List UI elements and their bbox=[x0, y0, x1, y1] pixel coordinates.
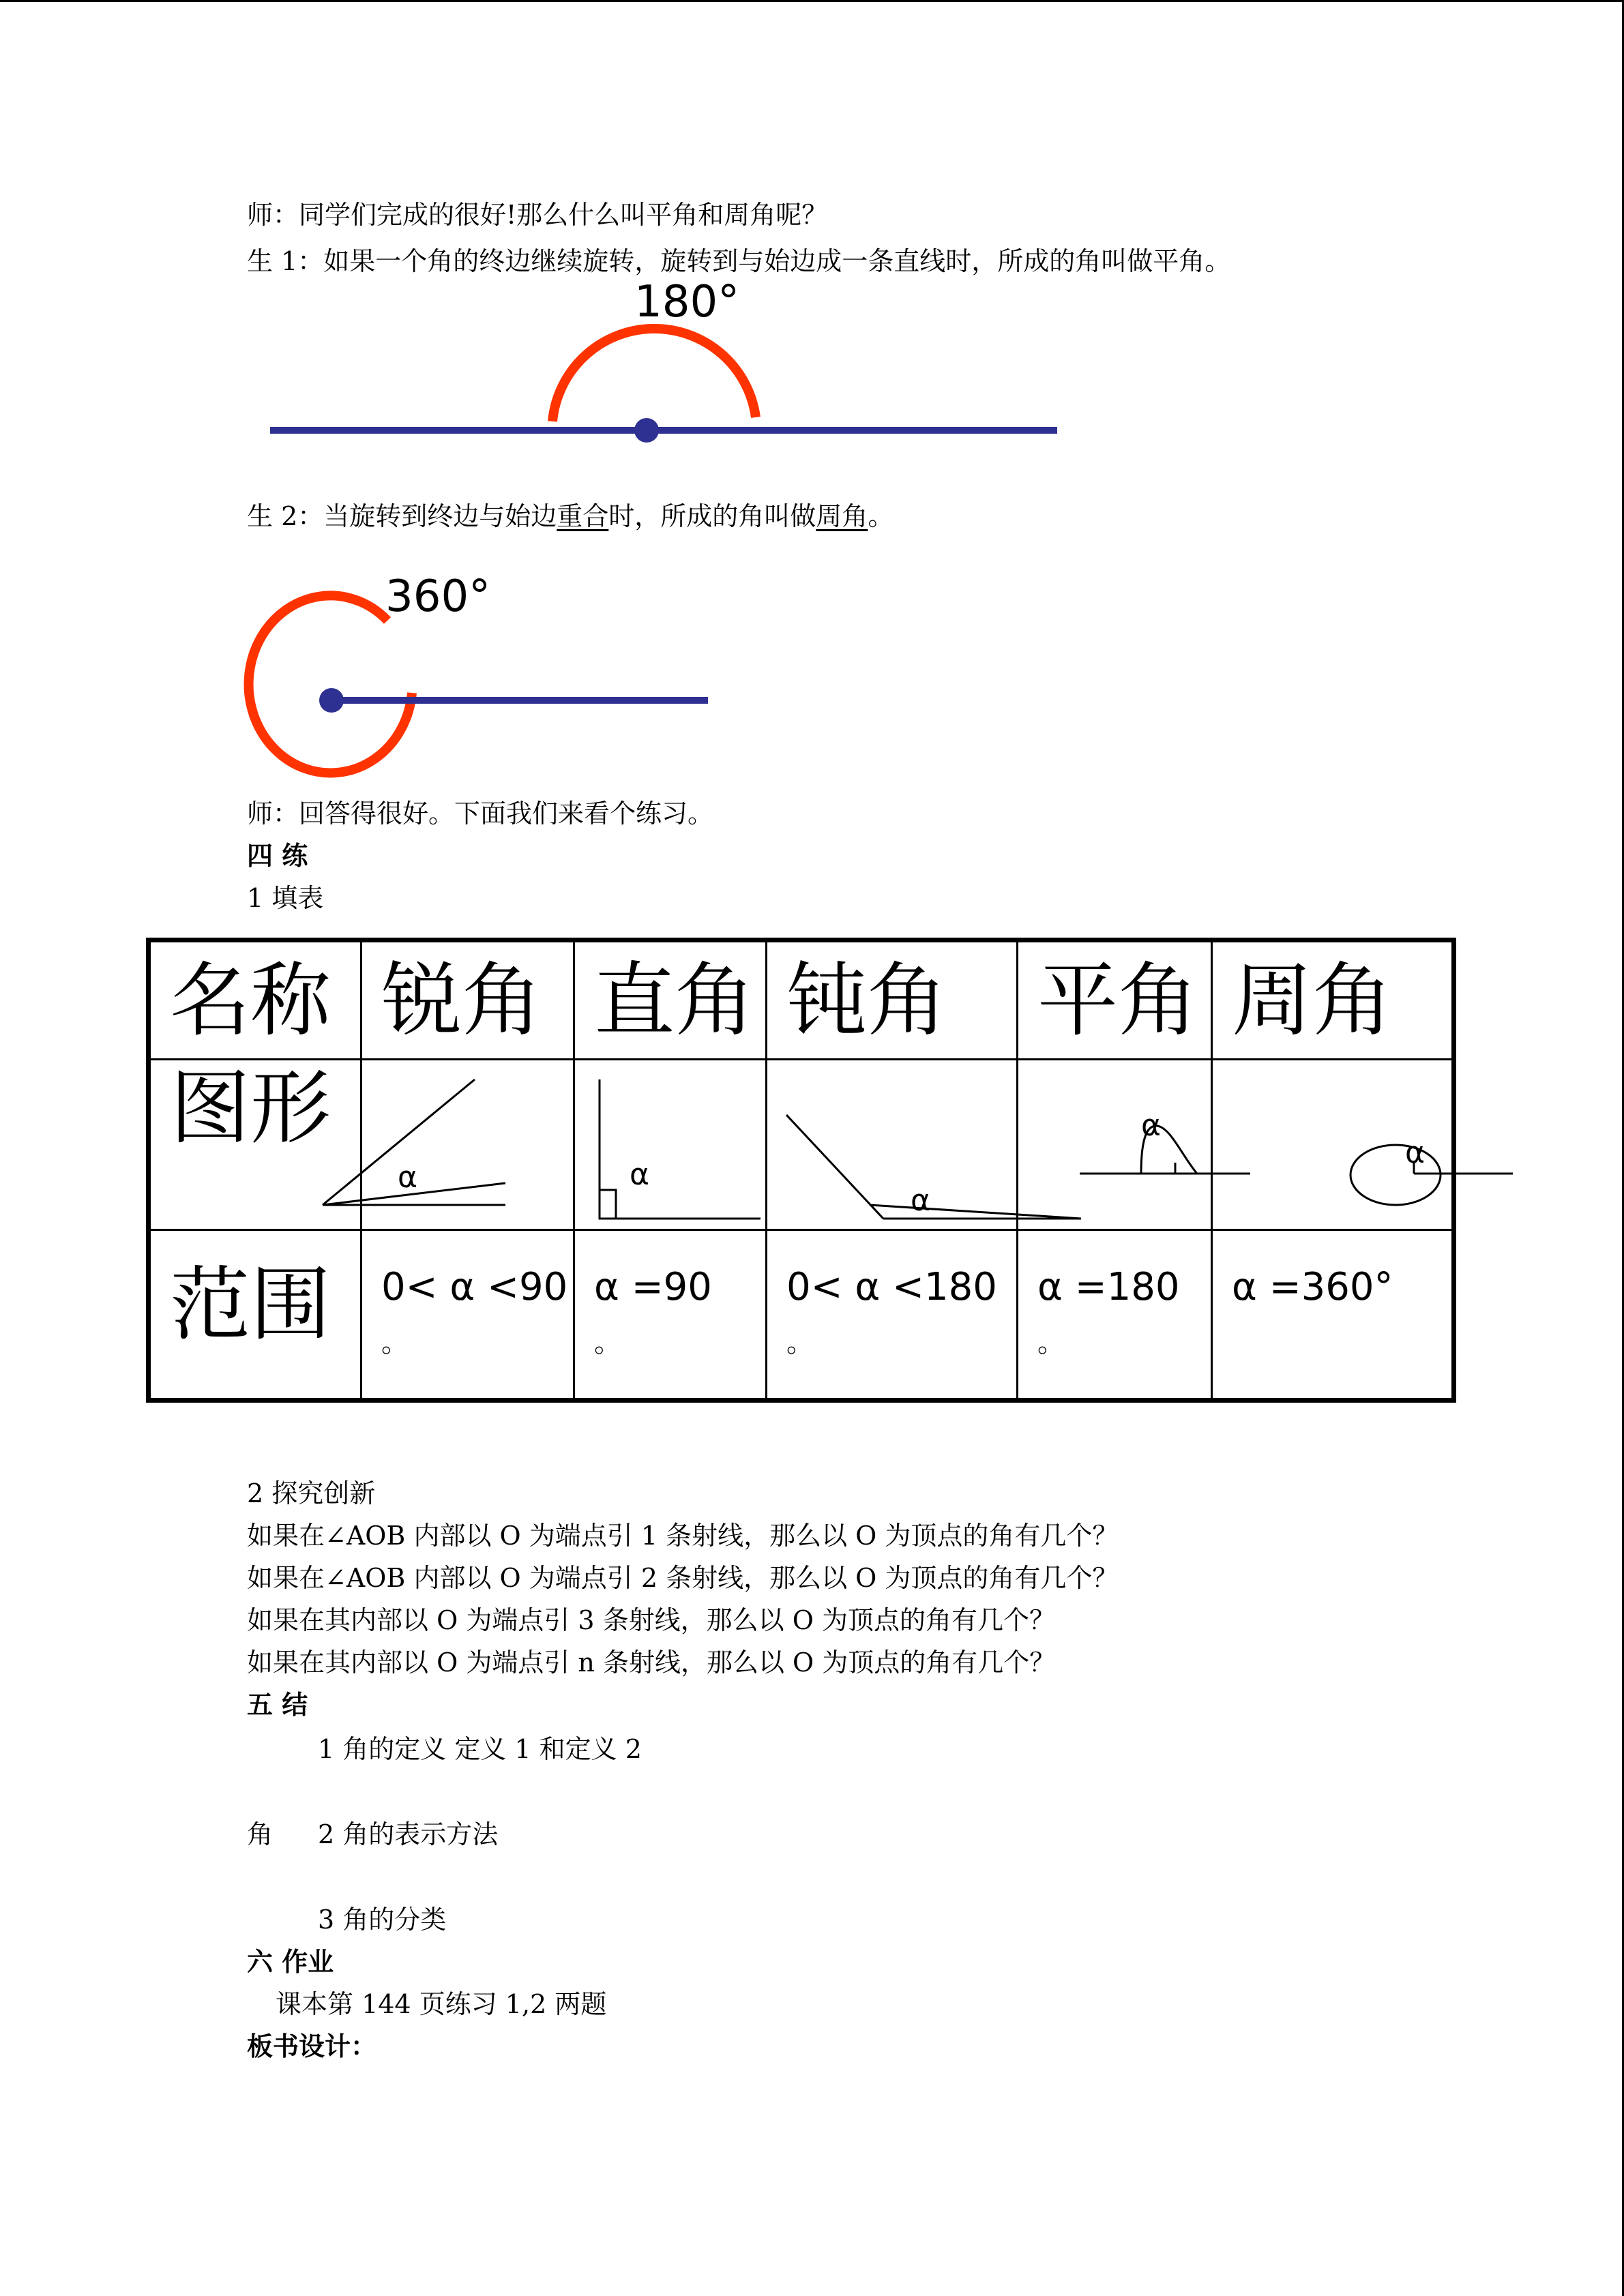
header-straight: 平角 bbox=[1018, 940, 1212, 1060]
right-angle-shape bbox=[574, 1060, 767, 1230]
summary-item2: 2 角的表示方法 bbox=[318, 1819, 499, 1849]
explore-q3: 如果在其内部以 O 为端点引 3 条射线，那么以 O 为顶点的角有几个？ bbox=[247, 1605, 1055, 1635]
fill-table-title: 1 填表 bbox=[247, 883, 324, 913]
right-range: α =90 。 bbox=[574, 1230, 767, 1401]
full-angle-arc bbox=[249, 595, 412, 773]
svg-text:α: α bbox=[1141, 1108, 1162, 1143]
obtuse-range: 0< α <180 。 bbox=[767, 1230, 1018, 1401]
full-angle-figure bbox=[232, 566, 750, 791]
table-header-row bbox=[149, 940, 1454, 1060]
homework-text: 课本第 144 页练习 1,2 两题 bbox=[276, 1989, 607, 2019]
straight-angle-vertex bbox=[634, 418, 659, 443]
range-row-label: 范围 bbox=[149, 1230, 361, 1401]
teacher-praise: 师：回答得很好。下面我们来看个练习。 bbox=[247, 799, 714, 829]
table-range-row bbox=[149, 1230, 1454, 1401]
explore-q2: 如果在∠AOB 内部以 O 为端点引 2 条射线，那么以 O 为顶点的角有几个？ bbox=[247, 1563, 1119, 1593]
summary-item1: 1 角的定义 定义 1 和定义 2 bbox=[318, 1734, 642, 1764]
header-name: 名称 bbox=[149, 940, 361, 1060]
student2-answer: 生 2：当旋转到终边与始边重合时，所成的角叫做周角。 bbox=[247, 501, 894, 531]
full-angle-label: 360° bbox=[385, 571, 491, 622]
full-range: α =360° bbox=[1212, 1230, 1454, 1401]
explore-q4: 如果在其内部以 O 为端点引 n 条射线，那么以 O 为顶点的角有几个？ bbox=[247, 1648, 1056, 1678]
header-full: 周角 bbox=[1212, 940, 1454, 1060]
teacher-question: 师：同学们完成的很好!那么什么叫平角和周角呢？ bbox=[247, 200, 828, 230]
header-obtuse: 钝角 bbox=[767, 940, 1018, 1060]
section4-heading: 四 练 bbox=[247, 840, 308, 871]
full-angle-shape bbox=[1212, 1060, 1454, 1230]
section5-heading: 五 结 bbox=[247, 1689, 308, 1720]
straight-angle-figure bbox=[259, 273, 1078, 457]
acute-angle-shape bbox=[361, 1060, 574, 1230]
svg-text:α: α bbox=[1405, 1135, 1426, 1170]
svg-text:α: α bbox=[398, 1160, 418, 1195]
svg-text:α: α bbox=[630, 1157, 650, 1192]
angle-table bbox=[146, 938, 1456, 1403]
full-angle-vertex bbox=[319, 688, 344, 713]
shape-row-label: 图形 bbox=[149, 1060, 361, 1230]
straight-angle-label: 180° bbox=[634, 277, 740, 327]
header-acute: 锐角 bbox=[361, 940, 574, 1060]
straight-angle-shape bbox=[1018, 1060, 1212, 1230]
board-design-label: 板书设计： bbox=[247, 2031, 377, 2061]
header-right: 直角 bbox=[574, 940, 767, 1060]
acute-range: 0< α <90 。 bbox=[361, 1230, 574, 1401]
student1-answer: 生 1：如果一个角的终边继续旋转，旋转到与始边成一条直线时，所成的角叫做平角。 bbox=[247, 246, 1231, 276]
svg-text:α: α bbox=[911, 1183, 931, 1218]
straight-angle-arc bbox=[552, 329, 756, 421]
page-top-border bbox=[0, 0, 1624, 2]
straight-range: α =180 。 bbox=[1018, 1230, 1212, 1401]
explore-title: 2 探究创新 bbox=[247, 1478, 376, 1508]
section6-heading: 六 作业 bbox=[247, 1946, 334, 1977]
summary-side-label: 角 bbox=[247, 1819, 274, 1849]
table-shape-row bbox=[149, 1060, 1454, 1230]
obtuse-angle-shape bbox=[767, 1060, 1018, 1230]
explore-q1: 如果在∠AOB 内部以 O 为端点引 1 条射线，那么以 O 为顶点的角有几个？ bbox=[247, 1521, 1119, 1551]
summary-item3: 3 角的分类 bbox=[318, 1905, 447, 1935]
